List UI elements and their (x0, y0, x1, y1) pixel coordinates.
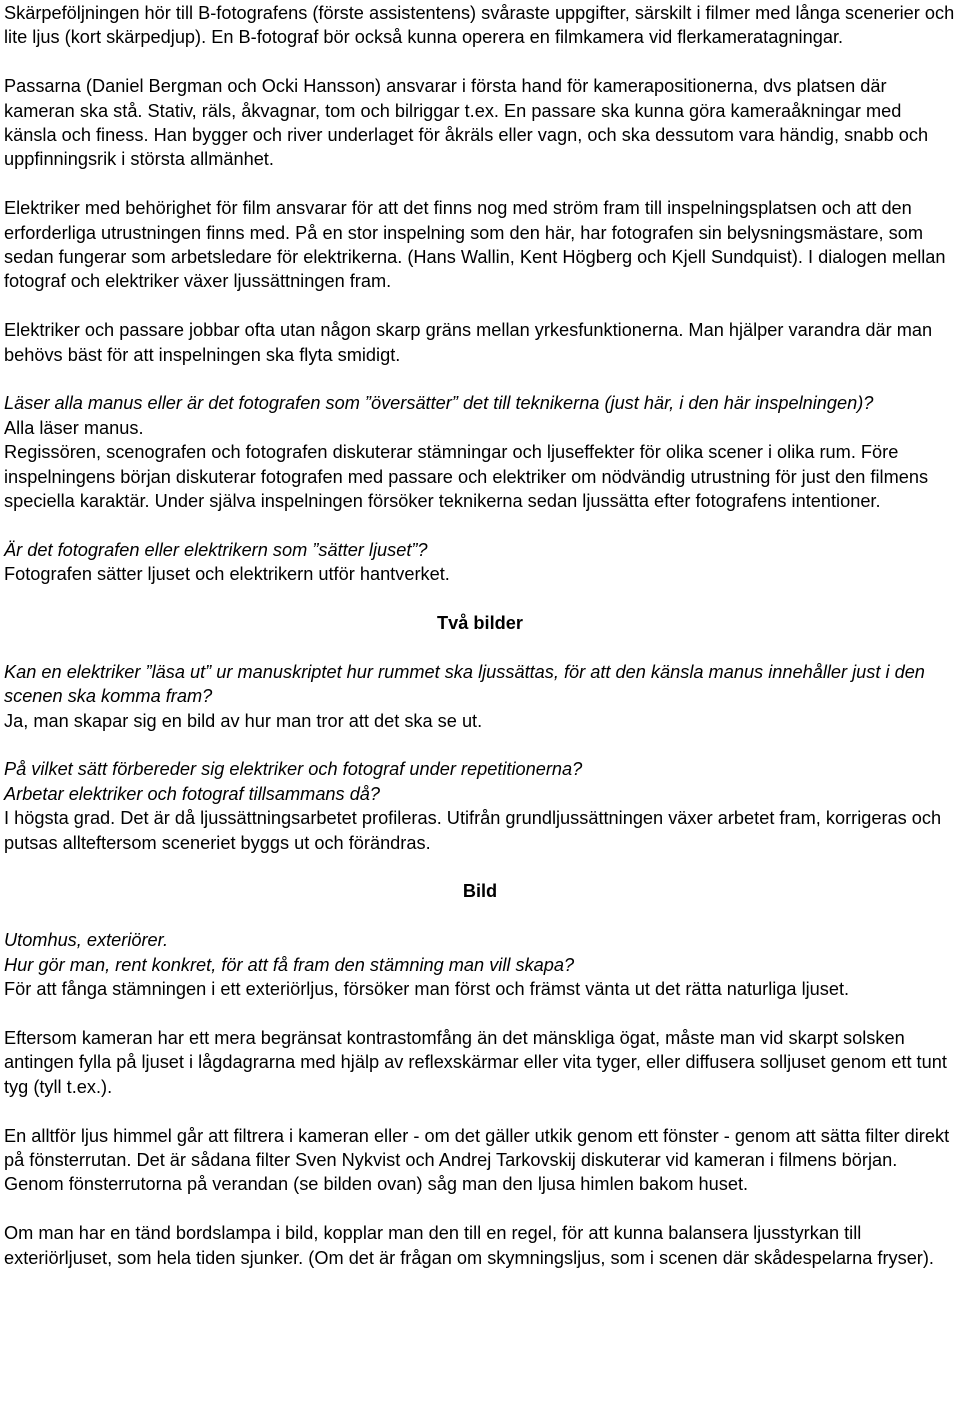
answer-who-sets-light: Fotografen sätter ljuset och elektrikern utför hantverket. (4, 564, 450, 585)
answer-mood: För att fånga stämningen i ett exteriörljus, försöker man först och främst vänta ut det rätta naturliga ljuset. (4, 979, 850, 1000)
question-rehearsals: På vilket sätt förbereder sig elektriker och fotograf under repetitionerna? (4, 759, 583, 780)
heading-two-images: Två bilder (437, 613, 523, 634)
electricians-intro-text: Elektriker med behörighet för film ansvarar för att det finns nog med ström fram till inspelningsplatsen och att den erforderliga utrustningen finns med. (4, 198, 912, 243)
paragraph-electricians (4, 196, 956, 294)
grips-intro-text: Passarna (Daniel Bergman och Ocki Hansson) ansvarar i första hand för kamerapositionerna, dvs platsen där kameran ska stå. (4, 76, 887, 121)
grips-equipment-text: Stativ, räls, åkvagnar, tom och bilriggar t.ex. En passare ska kunna göra kameraåkningar med känsla och finess. (4, 100, 902, 146)
grips-duties-text: Han bygger och river underlaget för åkräls eller vagn, och ska dessutom vara händig, snabb och uppfinningsrik i största allmänhet. (4, 125, 929, 170)
paragraph-table-lamp: Om man har en tänd bordslampa i bild, kopplar man den till en regel, för att kunna balansera ljusstyrkan till exteriörljuset, som hela tiden sjunker. (Om det är frågan om skymningsljus, som i scenen där skådespelarna fryser). (4, 1223, 934, 1268)
electricians-gaffer-text: På en stor inspelning som den här, har fotografen sin belysningsmästare, som sedan fungerar som arbetsledare för elektrikerna. (Hans Wallin, Kent Högberg och Kjell Sundquist). I dialogen mellan fotograf och elektriker växer ljussättningen fram. (4, 222, 946, 292)
heading-image: Bild (462, 881, 498, 902)
question-work-together: Arbetar elektriker och fotograf tillsammans då? (4, 783, 381, 804)
paragraph-sky-filter: En alltför ljus himmel går att filtrera i kameran eller - om det gäller utkik genom ett fönster - genom att sätta filter direkt på fönsterrutan. Det är sådana filter Sven Nykvist och Andrej Tarkovskij diskuterar vid kameran i filmens början. Genom fönsterrutorna på verandan (se bilden ovan) såg man den ljusa himlen bakom huset. (4, 1125, 950, 1195)
paragraph-cooperation: Elektriker och passare jobbar ofta utan någon skarp gräns mellan yrkesfunktionerna. Man hjälper varandra där man behövs bäst för att inspelningen ska flyta smidigt. (4, 320, 933, 365)
question-who-sets-light: Är det fotografen eller elektrikern som ”sätter ljuset”? (4, 539, 428, 560)
question-exteriors: Utomhus, exteriörer. (4, 930, 169, 951)
question-mood: Hur gör man, rent konkret, för att få fram den stämning man vill skapa? (4, 954, 575, 975)
answer-read-script: Ja, man skapar sig en bild av hur man tror att det ska se ut. (4, 710, 483, 731)
answer-rehearsals: I högsta grad. Det är då ljussättningsarbetet profileras. Utifrån grundljussättningen växer arbetet fram, korrigeras och putsas allteftersom sceneriet byggs ut och förändras. (4, 808, 942, 853)
paragraph-grips (4, 74, 956, 172)
answer-manuscript-short: Alla läser manus. (4, 417, 144, 438)
question-read-script: Kan en elektriker ”läsa ut” ur manuskriptet hur rummet ska ljussättas, för att den känsla manus innehåller just i den scenen ska komma fram? (4, 661, 925, 707)
paragraph-contrast: Eftersom kameran har ett mera begränsat kontrastomfång än det mänskliga ögat, måste man vid skarpt solsken antingen fylla på ljuset i lågdagrarna med hjälp av reflexskärmar eller vita tyger, eller diffusera solljuset genom ett tunt tyg (tyll t.ex.). (4, 1027, 947, 1097)
paragraph-focus-puller: Skärpeföljningen hör till B-fotografens (förste assistentens) svåraste uppgifter, särskilt i filmer med långa scenerier och lite ljus (kort skärpedjup). En B-fotograf bör också kunna operera en filmkamera vid flerkameratagningar. (4, 3, 955, 48)
answer-manuscript-long: Regissören, scenografen och fotografen diskuterar stämningar och ljuseffekter för olika scener i olika rum. Före inspelningens början diskuterar fotografen med passare och elektriker om nödvändig utrustning för just den filmens speciella karaktär. Under själva inspelningen försöker teknikerna sedan ljussätta efter fotografens intentioner. (4, 442, 929, 512)
question-manuscript: Läser alla manus eller är det fotografen som ”översätter” det till teknikerna (just här, i den här inspelningen)? (4, 393, 874, 414)
